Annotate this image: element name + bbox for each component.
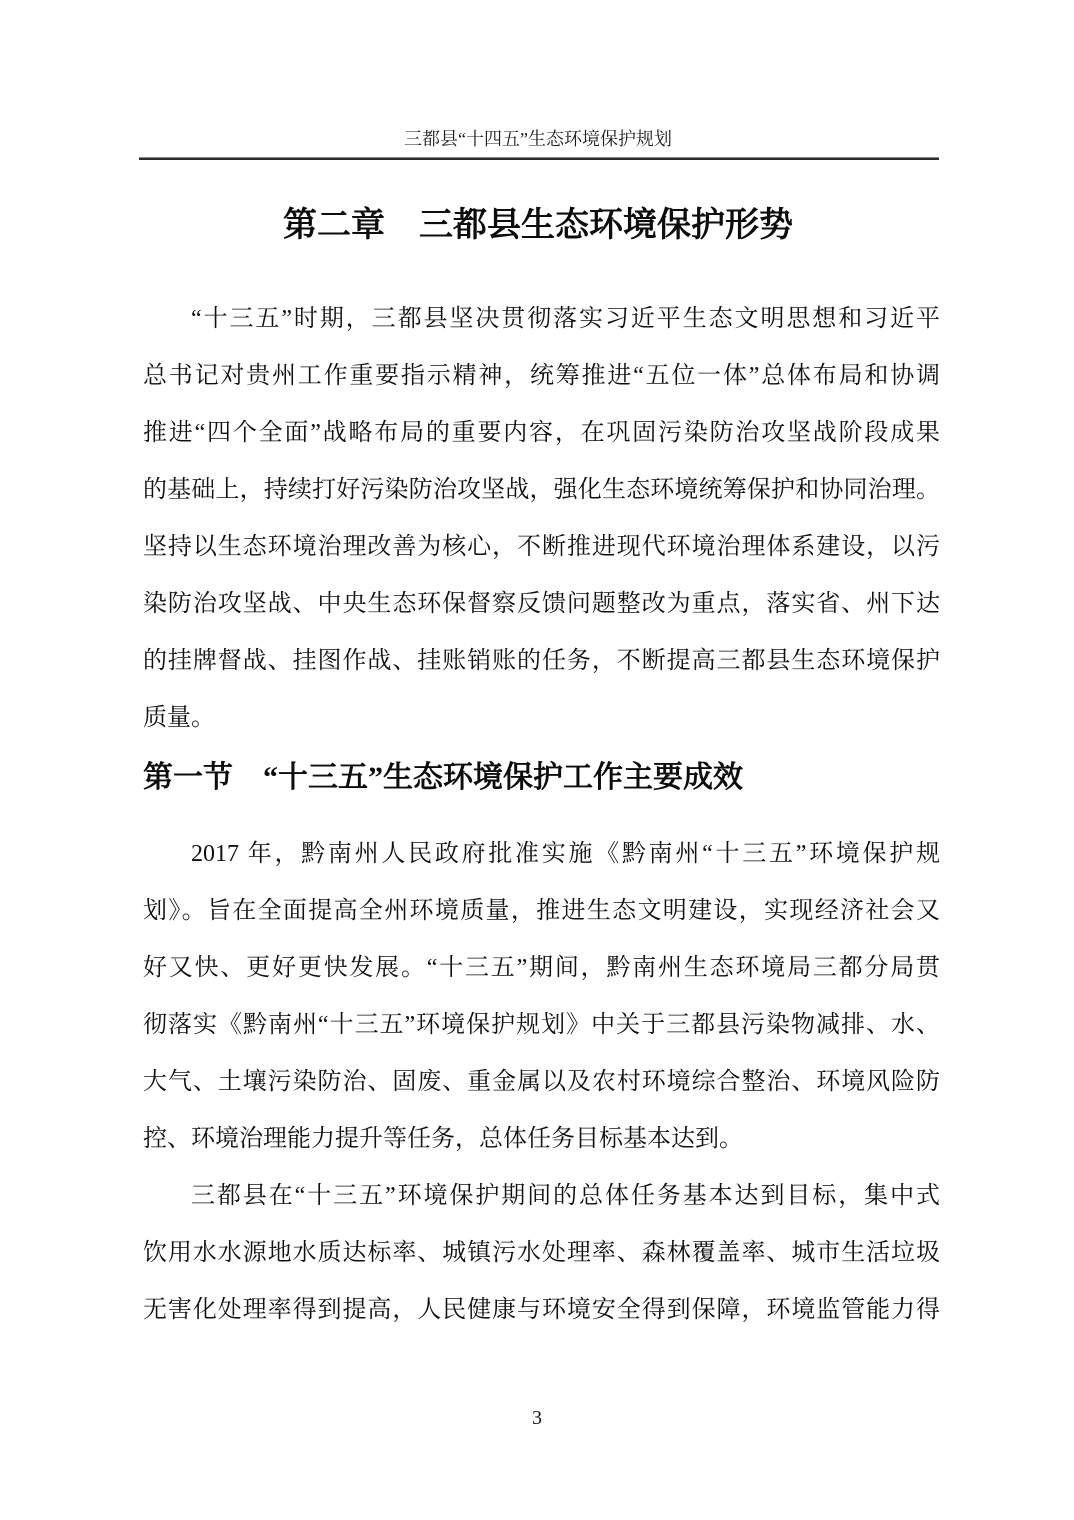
paragraph-line: 总书记对贵州工作重要指示精神，统筹推进“五位一体”总体布局和协调: [143, 363, 940, 389]
paragraph-line: 坚持以生态环境治理改善为核心，不断推进现代环境治理体系建设，以污: [143, 534, 940, 560]
header-divider-rule: [139, 157, 939, 160]
running-header-title: 三都县“十四五”生态环境保护规划: [404, 129, 672, 149]
paragraph-line: 彻落实《黔南州“十三五”环境保护规划》中关于三都县污染物减排、水、: [143, 1012, 940, 1038]
paragraph-line: 推进“四个全面”战略布局的重要内容，在巩固污染防治攻坚战阶段成果: [143, 420, 940, 446]
paragraph-line: 三都县在“十三五”环境保护期间的总体任务基本达到目标，集中式: [191, 1183, 940, 1209]
paragraph-line: 的挂牌督战、挂图作战、挂账销账的任务，不断提高三都县生态环境保护: [143, 648, 940, 674]
paragraph-line: 控、环境治理能力提升等任务，总体任务目标基本达到。: [143, 1126, 743, 1152]
paragraph-line: 2017 年，黔南州人民政府批准实施《黔南州“十三五”环境保护规: [191, 841, 940, 867]
paragraph-line: 质量。: [143, 705, 215, 731]
paragraph-line: 大气、土壤污染防治、固废、重金属以及农村环境综合整治、环境风险防: [143, 1069, 940, 1095]
section-heading: 第一节 “十三五”生态环境保护工作主要成效: [143, 761, 743, 794]
content-body: [143, 291, 940, 1339]
paragraph-line: 好又快、更好更快发展。“十三五”期间，黔南州生态环境局三都分局贯: [143, 955, 940, 981]
paragraph-line: 饮用水水源地水质达标率、城镇污水处理率、森林覆盖率、城市生活垃圾: [143, 1240, 940, 1266]
page-number: 3: [532, 1407, 542, 1429]
paragraph-line: 划》。旨在全面提高全州环境质量，推进生态文明建设，实现经济社会又: [143, 898, 940, 924]
paragraph-line: 染防治攻坚战、中央生态环保督察反馈问题整改为重点，落实省、州下达: [143, 591, 940, 617]
paragraph-line: 无害化处理率得到提高，人民健康与环境安全得到保障，环境监管能力得: [143, 1297, 940, 1323]
paragraph-line: 的基础上，持续打好污染防治攻坚战，强化生态环境统筹保护和协同治理。: [143, 477, 940, 503]
paragraph-line: “十三五”时期，三都县坚决贯彻落实习近平生态文明思想和习近平: [191, 306, 940, 332]
chapter-title: 第二章 三都县生态环境保护形势: [283, 207, 793, 244]
